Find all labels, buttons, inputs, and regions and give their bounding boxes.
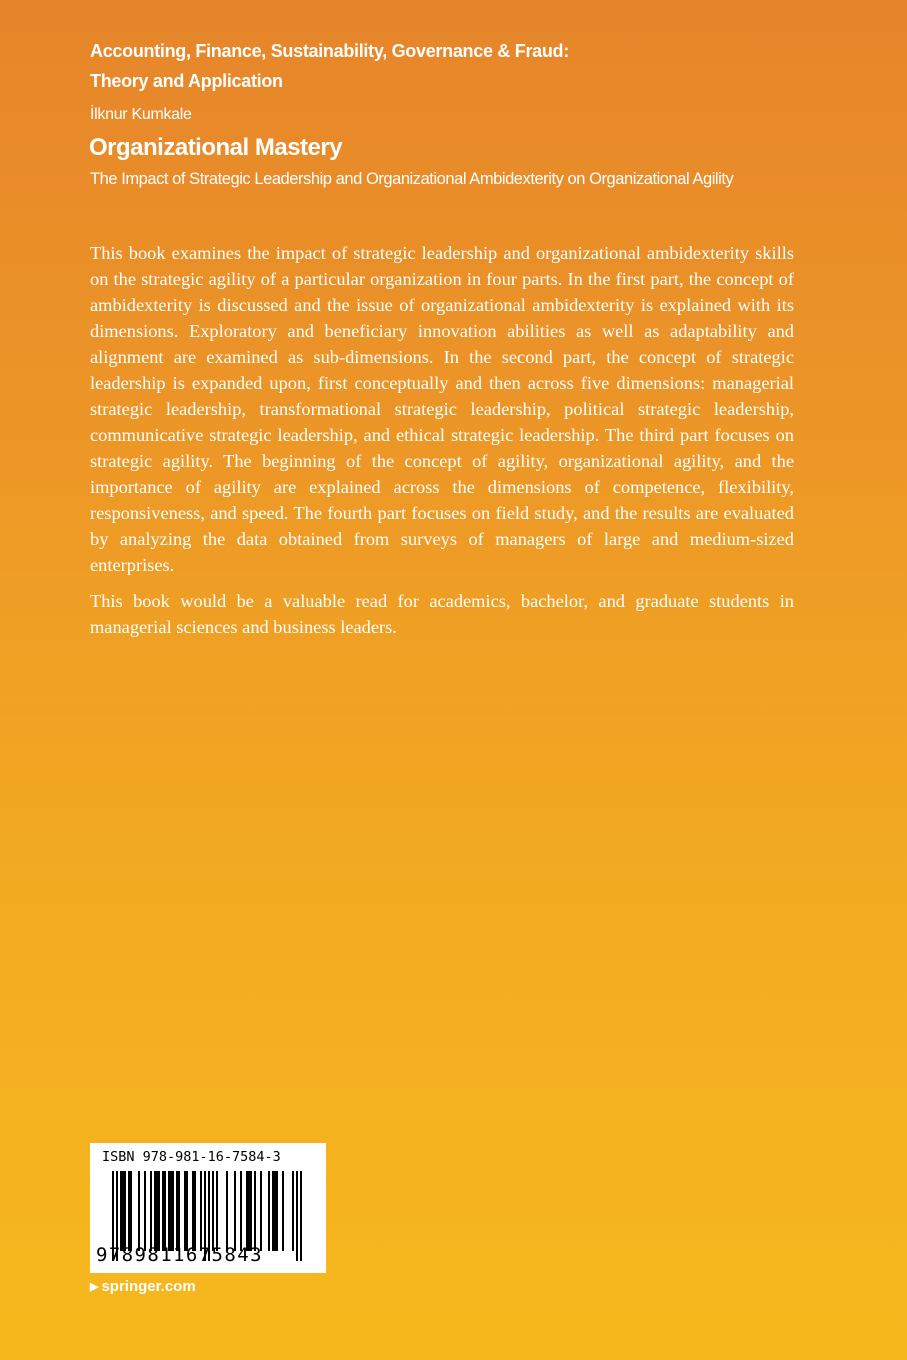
- barcode-bar: [168, 1171, 170, 1251]
- isbn-label: ISBN 978-981-16-7584-3: [102, 1149, 281, 1165]
- description-paragraph-2: This book would be a valuable read for academics, bachelor, and graduate students in managerial sciences and business leaders.: [90, 591, 794, 637]
- barcode-bar: [178, 1171, 180, 1251]
- barcode-bar: [154, 1171, 156, 1251]
- barcode-bar: [226, 1171, 228, 1251]
- barcode-digits: 9789811675843: [96, 1244, 263, 1266]
- barcode-bar: [170, 1171, 172, 1251]
- description-paragraph-1: This book examines the impact of strategic leadership and organizational ambidexterity skills on the strategic agility of a particular organization in four parts. In the first part, the concept of ambidexterity is discussed and the issue of organizational ambidexterity is explained with its dimensions. Exploratory and beneficiary innovation abilities as well as adaptability and alignment are examined as sub-dimensions. In the second part, the concept of strategic leadership is expanded upon, first conceptually and then across five dimensions: managerial strategic leadership, transformational strategic leadership, political strategic leadership, communicative strategic leadership, and ethical strategic leadership. The third part focuses on strategic agility. The beginning of the concept of agility, organizational agility, and the importance of agility are explained across the dimensions of competence, flexibility, responsiveness, and speed. The fourth part focuses on field study, and the results are evaluated by analyzing the data obtained from surveys of managers of large and medium-sized enterprises.: [90, 243, 794, 575]
- barcode-bar: [260, 1171, 262, 1251]
- barcode-bar: [274, 1171, 276, 1251]
- barcode-bar: [120, 1171, 122, 1251]
- series-title: [90, 36, 850, 96]
- barcode-bar: [122, 1171, 124, 1251]
- book-description: [90, 240, 794, 650]
- barcode-bar: [246, 1171, 248, 1251]
- barcode-bar: [250, 1171, 252, 1251]
- barcode-bar: [234, 1171, 236, 1251]
- barcode-bar: [292, 1171, 294, 1251]
- barcode-bar: [272, 1171, 274, 1251]
- barcode-bar: [172, 1171, 174, 1251]
- barcode-bar: [212, 1171, 214, 1251]
- barcode-bar: [268, 1171, 270, 1251]
- barcode-bar: [128, 1171, 130, 1251]
- series-title-line-2: Theory and Application: [90, 71, 283, 91]
- isbn-barcode: [90, 1143, 326, 1273]
- barcode-bar: [240, 1171, 242, 1251]
- barcode-bar: [130, 1171, 132, 1251]
- barcode-bar: [248, 1171, 250, 1251]
- barcode-bar: [254, 1171, 256, 1251]
- barcode-bar: [164, 1171, 166, 1251]
- barcode-bar: [176, 1171, 178, 1251]
- barcode-bar: [186, 1171, 188, 1251]
- barcode-bar: [124, 1171, 126, 1251]
- barcode-bar: [194, 1171, 196, 1251]
- series-title-line-1: Accounting, Finance, Sustainability, Governance & Fraud:: [90, 41, 569, 61]
- book-title: Organizational Mastery: [89, 134, 343, 161]
- book-subtitle: The Impact of Strategic Leadership and Organizational Ambidexterity on Organizational Agility: [90, 170, 734, 188]
- barcode-bar: [158, 1171, 160, 1251]
- barcode-bar: [216, 1171, 218, 1251]
- author-name: İlknur Kumkale: [90, 106, 192, 123]
- barcode-bar: [138, 1171, 140, 1251]
- play-arrow-icon: ▶: [90, 1281, 99, 1293]
- publisher-link[interactable]: [90, 1278, 196, 1295]
- barcode-bar: [156, 1171, 158, 1251]
- barcode-bar: [276, 1171, 278, 1251]
- barcode-bar: [184, 1171, 186, 1251]
- barcode-bar: [192, 1171, 194, 1251]
- publisher-link-text: springer.com: [101, 1278, 196, 1295]
- barcode-bar: [200, 1171, 202, 1251]
- barcode-bar: [162, 1171, 164, 1251]
- barcode-bar: [282, 1171, 284, 1251]
- barcode-bar: [144, 1171, 146, 1251]
- barcode-bar: [150, 1171, 152, 1251]
